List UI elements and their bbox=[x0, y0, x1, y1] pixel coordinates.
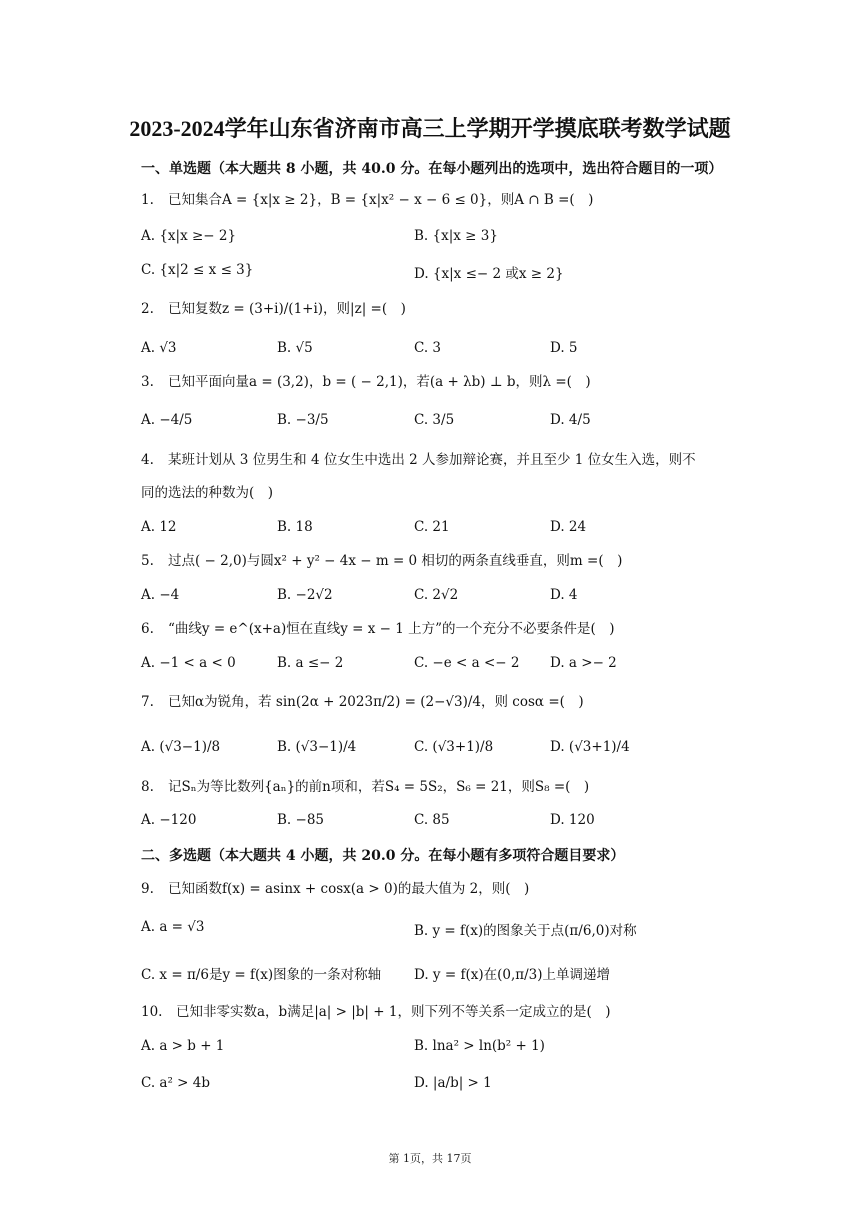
question-4: 4. 某班计划从 3 位男生和 4 位女生中选出 2 人参加辩论赛，并且至少 1 位女生入选，则不 bbox=[141, 452, 696, 468]
q4-option-d: D. 24 bbox=[550, 519, 587, 535]
q10-option-b: B. lna² > ln(b² + 1) bbox=[414, 1038, 545, 1054]
q2-option-c: C. 3 bbox=[414, 340, 442, 356]
q6-option-d: D. a >− 2 bbox=[550, 655, 617, 671]
question-3: 3. 已知平面向量a = (3,2)，b = ( − 2,1)，若(a + λb) ⊥ b，则λ =( ) bbox=[141, 374, 591, 390]
q1-option-c: C. {x|2 ≤ x ≤ 3} bbox=[141, 262, 254, 278]
q5-option-d: D. 4 bbox=[550, 587, 578, 603]
q3-option-b: B. −3/5 bbox=[277, 412, 329, 428]
q4-option-c: C. 21 bbox=[414, 519, 450, 535]
q8-option-c: C. 85 bbox=[414, 812, 450, 828]
q10-option-a: A. a > b + 1 bbox=[141, 1038, 225, 1054]
q8-option-a: A. −120 bbox=[141, 812, 197, 828]
question-2: 2. 已知复数z = (3+i)/(1+i)，则|z| =( ) bbox=[141, 301, 406, 317]
question-4-continued: 同的选法的种数为( ) bbox=[141, 485, 274, 501]
q3-option-a: A. −4/5 bbox=[141, 412, 193, 428]
q6-option-c: C. −e < a <− 2 bbox=[414, 655, 520, 671]
q1-option-d: D. {x|x ≤− 2 或x ≥ 2} bbox=[414, 266, 564, 282]
page-footer: 第 1页，共 17页 bbox=[388, 1152, 472, 1165]
q9-option-b: B. y = f(x)的图象关于点(π/6,0)对称 bbox=[414, 923, 637, 939]
q5-option-a: A. −4 bbox=[141, 587, 180, 603]
q1-option-b: B. {x|x ≥ 3} bbox=[414, 228, 498, 244]
section-heading-single-choice: 一、单选题（本大题共 8 小题，共 40.0 分。在每小题列出的选项中，选出符合题目的一项） bbox=[141, 161, 723, 177]
question-10: 10. 已知非零实数a，b满足|a| > |b| + 1，则下列不等关系一定成立的是( ) bbox=[141, 1004, 611, 1020]
q2-option-b: B. √5 bbox=[277, 340, 313, 356]
q10-option-c: C. a² > 4b bbox=[141, 1075, 211, 1091]
q8-option-d: D. 120 bbox=[550, 812, 595, 828]
q5-option-b: B. −2√2 bbox=[277, 587, 333, 603]
q6-option-b: B. a ≤− 2 bbox=[277, 655, 344, 671]
q1-option-a: A. {x|x ≥− 2} bbox=[141, 228, 237, 244]
question-8: 8. 记Sₙ为等比数列{aₙ}的前n项和，若S₄ = 5S₂，S₆ = 21，则S₈ =( ) bbox=[141, 779, 590, 795]
question-6: 6. “曲线y = e^(x+a)恒在直线y = x − 1 上方”的一个充分不必要条件是( ) bbox=[141, 621, 615, 637]
q7-option-d: D. (√3+1)/4 bbox=[550, 739, 630, 755]
q8-option-b: B. −85 bbox=[277, 812, 324, 828]
question-1: 1. 已知集合A = {x|x ≥ 2}，B = {x|x² − x − 6 ≤ 0}，则A ∩ B =( ) bbox=[141, 192, 594, 208]
q3-option-d: D. 4/5 bbox=[550, 412, 591, 428]
q2-option-d: D. 5 bbox=[550, 340, 578, 356]
q10-option-d: D. |a/b| > 1 bbox=[414, 1075, 492, 1091]
q9-option-a: A. a = √3 bbox=[141, 919, 205, 935]
q2-option-a: A. √3 bbox=[141, 340, 177, 356]
q9-option-d: D. y = f(x)在(0,π/3)上单调递增 bbox=[414, 967, 611, 983]
question-9: 9. 已知函数f(x) = asinx + cosx(a > 0)的最大值为 2，则( ) bbox=[141, 881, 530, 897]
q4-option-b: B. 18 bbox=[277, 519, 313, 535]
q6-option-a: A. −1 < a < 0 bbox=[141, 655, 236, 671]
q7-option-c: C. (√3+1)/8 bbox=[414, 739, 494, 755]
q7-option-a: A. (√3−1)/8 bbox=[141, 739, 221, 755]
q7-option-b: B. (√3−1)/4 bbox=[277, 739, 357, 755]
q4-option-a: A. 12 bbox=[141, 519, 177, 535]
question-7: 7. 已知α为锐角，若 sin(2α + 2023π/2) = (2−√3)/4，则 cosα =( ) bbox=[141, 694, 584, 710]
q5-option-c: C. 2√2 bbox=[414, 587, 459, 603]
question-5: 5. 过点( − 2,0)与圆x² + y² − 4x − m = 0 相切的两条直线垂直，则m =( ) bbox=[141, 553, 623, 569]
q3-option-c: C. 3/5 bbox=[414, 412, 455, 428]
section-heading-multi-choice: 二、多选题（本大题共 4 小题，共 20.0 分。在每小题有多项符合题目要求） bbox=[141, 848, 625, 864]
q9-option-c: C. x = π/6是y = f(x)图象的一条对称轴 bbox=[141, 967, 382, 983]
page-title: 2023-2024学年山东省济南市高三上学期开学摸底联考数学试题 bbox=[129, 116, 731, 141]
